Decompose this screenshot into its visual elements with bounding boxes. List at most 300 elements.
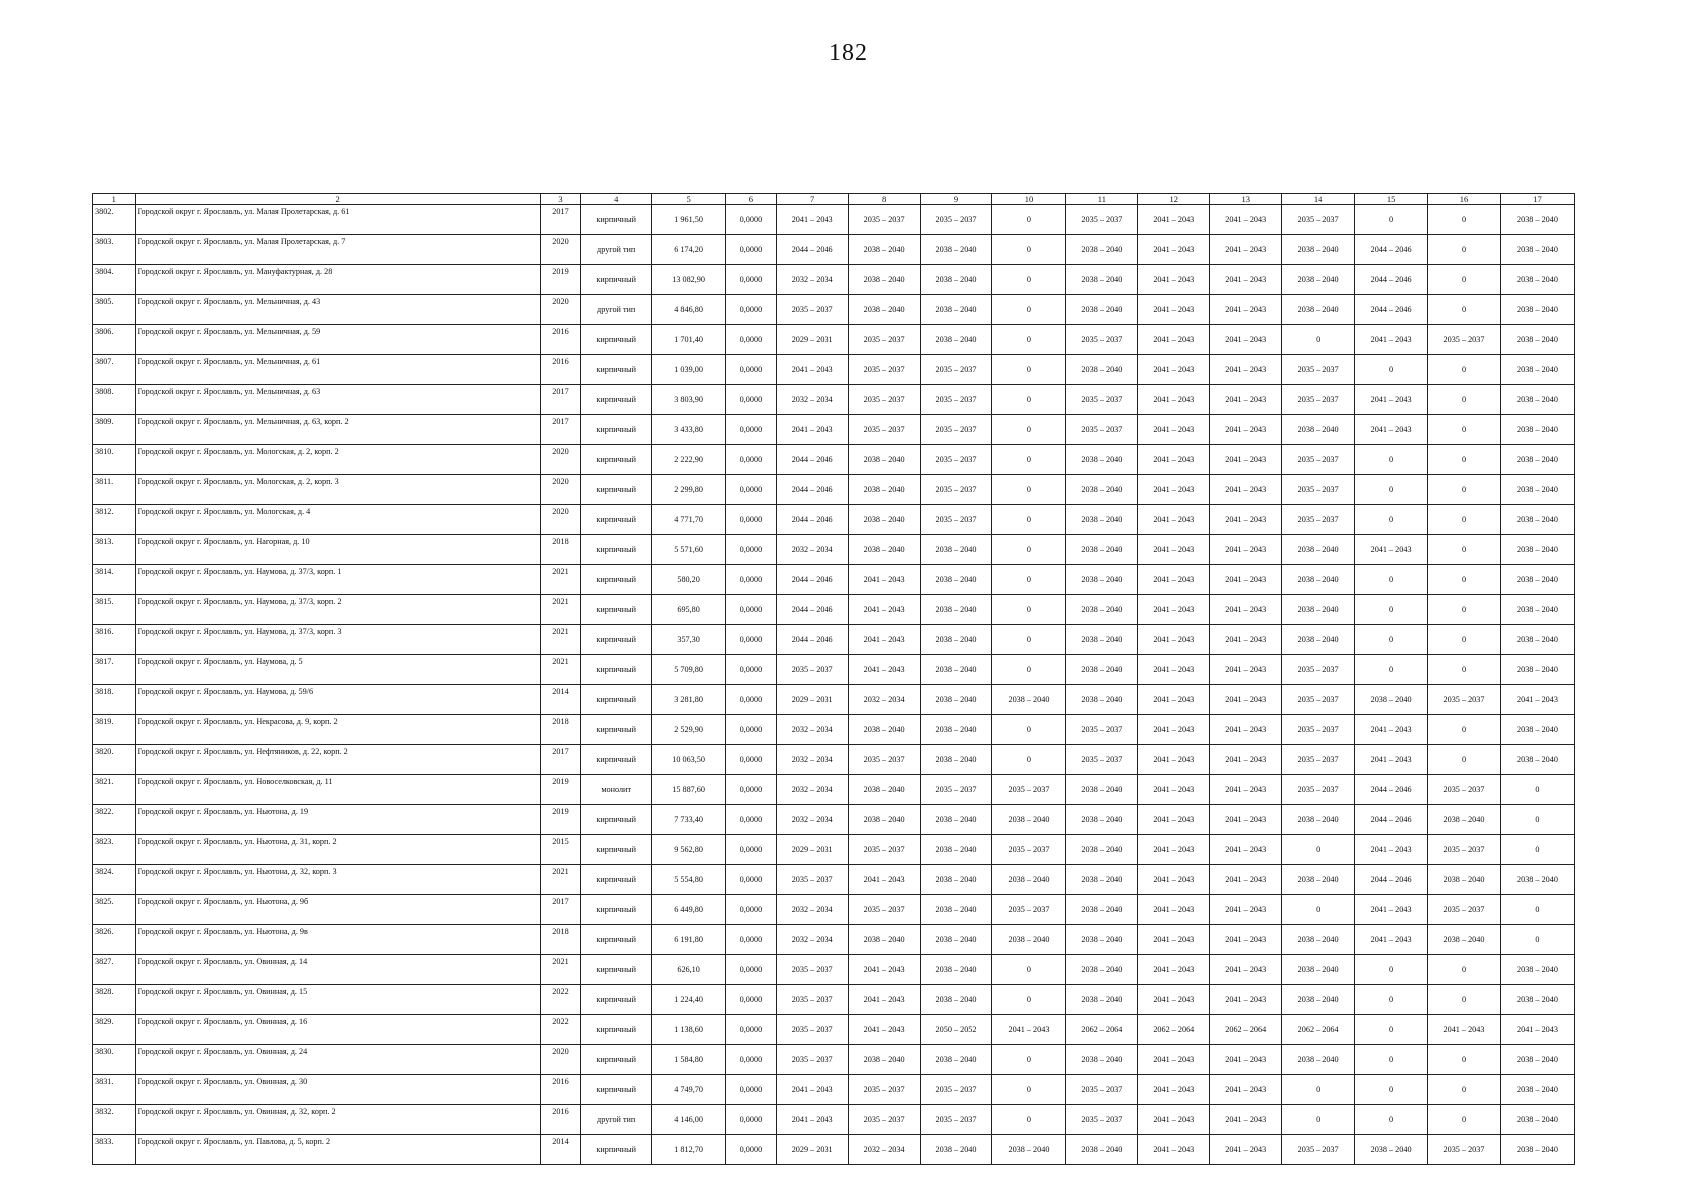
table-cell: 4 846,80 — [652, 295, 726, 325]
table-cell: 0 — [1355, 475, 1428, 505]
table-cell: кирпичный — [581, 1135, 652, 1165]
table-cell: 2035 – 2037 — [1066, 205, 1138, 235]
table-cell: 2038 – 2040 — [1282, 955, 1355, 985]
table-cell: 2038 – 2040 — [848, 505, 920, 535]
table-cell: 2041 – 2043 — [848, 565, 920, 595]
table-cell: 2038 – 2040 — [1500, 355, 1574, 385]
table-cell: 2035 – 2037 — [920, 415, 992, 445]
table-cell: 2035 – 2037 — [1282, 775, 1355, 805]
table-cell: 2017 — [540, 415, 581, 445]
table-cell: 2038 – 2040 — [920, 295, 992, 325]
table-row — [93, 685, 1575, 715]
column-number-row — [93, 194, 1575, 205]
table-cell: 2035 – 2037 — [776, 865, 848, 895]
table-cell: 0 — [1355, 445, 1428, 475]
table-cell: 0 — [1355, 985, 1428, 1015]
table-cell: 2035 – 2037 — [1282, 475, 1355, 505]
table-cell: 0 — [1428, 625, 1501, 655]
table-cell: 2038 – 2040 — [1500, 1135, 1574, 1165]
table-cell: 2038 – 2040 — [1500, 415, 1574, 445]
table-cell: 2035 – 2037 — [1066, 1105, 1138, 1135]
table-cell: 4 771,70 — [652, 505, 726, 535]
table-cell: 2035 – 2037 — [848, 835, 920, 865]
table-cell: 0 — [1355, 1075, 1428, 1105]
table-cell: 0 — [1428, 355, 1501, 385]
table-cell: 2038 – 2040 — [1066, 505, 1138, 535]
table-cell: 2038 – 2040 — [1066, 1135, 1138, 1165]
table-cell: 2038 – 2040 — [1355, 685, 1428, 715]
table-cell: 2044 – 2046 — [1355, 295, 1428, 325]
table-cell: 2014 — [540, 685, 581, 715]
column-number-cell: 12 — [1138, 194, 1210, 205]
table-cell: 2038 – 2040 — [1500, 655, 1574, 685]
table-cell: 0,0000 — [726, 805, 777, 835]
table-cell: 695,80 — [652, 595, 726, 625]
table-cell: 2035 – 2037 — [920, 775, 992, 805]
table-cell: 2038 – 2040 — [848, 235, 920, 265]
table-cell: 2041 – 2043 — [1210, 985, 1282, 1015]
table-cell: Городской округ г. Ярославль, ул. Овинная, д. 32, корп. 2 — [135, 1105, 540, 1135]
table-cell: 7 733,40 — [652, 805, 726, 835]
table-cell: 2041 – 2043 — [1355, 925, 1428, 955]
table-cell: 2035 – 2037 — [920, 1075, 992, 1105]
table-cell: 3809. — [93, 415, 136, 445]
table-cell: 0 — [1282, 895, 1355, 925]
table-cell: Городской округ г. Ярославль, ул. Мельничная, д. 61 — [135, 355, 540, 385]
table-cell: 2020 — [540, 475, 581, 505]
table-cell: 2032 – 2034 — [776, 535, 848, 565]
table-cell: 0 — [1428, 295, 1501, 325]
table-cell: 2035 – 2037 — [848, 1075, 920, 1105]
column-number-cell: 4 — [581, 194, 652, 205]
table-row — [93, 745, 1575, 775]
column-number-cell: 14 — [1282, 194, 1355, 205]
table-cell: кирпичный — [581, 325, 652, 355]
table-cell: 2038 – 2040 — [1282, 295, 1355, 325]
table-cell: 3808. — [93, 385, 136, 415]
table-cell: 2038 – 2040 — [1282, 265, 1355, 295]
table-cell: 0 — [1428, 535, 1501, 565]
table-cell: кирпичный — [581, 835, 652, 865]
table-cell: 2041 – 2043 — [776, 1075, 848, 1105]
table-cell: 2038 – 2040 — [1066, 565, 1138, 595]
table-cell: 2038 – 2040 — [1500, 1045, 1574, 1075]
table-cell: кирпичный — [581, 1015, 652, 1045]
table-cell: 580,20 — [652, 565, 726, 595]
table-cell: 2038 – 2040 — [1066, 835, 1138, 865]
table-cell: 2038 – 2040 — [920, 325, 992, 355]
table-cell: 2038 – 2040 — [920, 895, 992, 925]
table-cell: 2041 – 2043 — [1210, 355, 1282, 385]
table-cell: 2022 — [540, 985, 581, 1015]
table-cell: 0 — [992, 1105, 1066, 1135]
table-cell: 2038 – 2040 — [920, 715, 992, 745]
table-cell: 2038 – 2040 — [1066, 595, 1138, 625]
table-cell: 2038 – 2040 — [848, 775, 920, 805]
table-cell: 2035 – 2037 — [1428, 1135, 1501, 1165]
table-cell: 0 — [1428, 1075, 1501, 1105]
table-cell: 3804. — [93, 265, 136, 295]
table-cell: Городской округ г. Ярославль, ул. Овинная, д. 30 — [135, 1075, 540, 1105]
table-row — [93, 595, 1575, 625]
table-cell: 2019 — [540, 775, 581, 805]
table-cell: 2038 – 2040 — [1500, 595, 1574, 625]
table-cell: 2035 – 2037 — [1282, 715, 1355, 745]
table-cell: 2038 – 2040 — [992, 685, 1066, 715]
table-cell: 2062 – 2064 — [1138, 1015, 1210, 1045]
table-cell: 2035 – 2037 — [776, 295, 848, 325]
table-cell: 2035 – 2037 — [920, 355, 992, 385]
table-cell: 2035 – 2037 — [848, 385, 920, 415]
table-cell: 0 — [1428, 265, 1501, 295]
column-number-cell: 10 — [992, 194, 1066, 205]
table-cell: 2041 – 2043 — [1355, 745, 1428, 775]
table-cell: 626,10 — [652, 955, 726, 985]
table-cell: 2041 – 2043 — [1210, 415, 1282, 445]
table-cell: 3826. — [93, 925, 136, 955]
table-cell: 2041 – 2043 — [1210, 535, 1282, 565]
table-cell: 2038 – 2040 — [1500, 445, 1574, 475]
table-cell: 2041 – 2043 — [1210, 835, 1282, 865]
table-cell: кирпичный — [581, 955, 652, 985]
table-cell: 0,0000 — [726, 1015, 777, 1045]
table-cell: 2020 — [540, 1045, 581, 1075]
table-cell: кирпичный — [581, 505, 652, 535]
table-cell: 2041 – 2043 — [1210, 655, 1282, 685]
table-cell: Городской округ г. Ярославль, ул. Мельничная, д. 63, корп. 2 — [135, 415, 540, 445]
table-cell: 2041 – 2043 — [1210, 895, 1282, 925]
table-cell: 0 — [1428, 655, 1501, 685]
table-cell: 2038 – 2040 — [1282, 925, 1355, 955]
table-cell: 2038 – 2040 — [1428, 865, 1501, 895]
table-cell: 2035 – 2037 — [920, 1105, 992, 1135]
table-cell: 2038 – 2040 — [1500, 1075, 1574, 1105]
table-cell: 0 — [1355, 595, 1428, 625]
column-number-cell: 8 — [848, 194, 920, 205]
table-cell: 0 — [1428, 955, 1501, 985]
table-cell: Городской округ г. Ярославль, ул. Мануфактурная, д. 28 — [135, 265, 540, 295]
table-cell: 0,0000 — [726, 1135, 777, 1165]
table-cell: 2038 – 2040 — [920, 535, 992, 565]
table-cell: 2035 – 2037 — [848, 1105, 920, 1135]
table-cell: 2038 – 2040 — [848, 1045, 920, 1075]
table-cell: 2038 – 2040 — [1282, 415, 1355, 445]
table-cell: 2035 – 2037 — [1066, 1075, 1138, 1105]
table-cell: кирпичный — [581, 985, 652, 1015]
table-row — [93, 505, 1575, 535]
table-cell: 2032 – 2034 — [776, 805, 848, 835]
table-cell: 0 — [1500, 895, 1574, 925]
table-cell: Городской округ г. Ярославль, ул. Нефтяников, д. 22, корп. 2 — [135, 745, 540, 775]
table-cell: 2016 — [540, 355, 581, 385]
table-cell: 2038 – 2040 — [1500, 745, 1574, 775]
table-cell: 2021 — [540, 955, 581, 985]
table-cell: 2035 – 2037 — [1428, 775, 1501, 805]
table-cell: 2041 – 2043 — [1355, 415, 1428, 445]
table-cell: 2038 – 2040 — [1282, 535, 1355, 565]
table-cell: 2035 – 2037 — [776, 955, 848, 985]
table-cell: 2038 – 2040 — [992, 925, 1066, 955]
table-cell: 2044 – 2046 — [776, 445, 848, 475]
table-cell: 0,0000 — [726, 325, 777, 355]
table-cell: 0 — [1355, 1105, 1428, 1135]
table-cell: Городской округ г. Ярославль, ул. Мологская, д. 2, корп. 2 — [135, 445, 540, 475]
table-cell: 2038 – 2040 — [920, 835, 992, 865]
table-cell: 2035 – 2037 — [1428, 895, 1501, 925]
table-cell: 2035 – 2037 — [1428, 325, 1501, 355]
table-cell: 0 — [1282, 325, 1355, 355]
table-cell: кирпичный — [581, 445, 652, 475]
table-cell: 2050 – 2052 — [920, 1015, 992, 1045]
table-cell: 2038 – 2040 — [1355, 1135, 1428, 1165]
table-cell: Городской округ г. Ярославль, ул. Новоселковская, д. 11 — [135, 775, 540, 805]
table-cell: 0 — [1428, 205, 1501, 235]
table-cell: 3806. — [93, 325, 136, 355]
table-cell: 0 — [992, 415, 1066, 445]
column-number-cell: 16 — [1428, 194, 1501, 205]
table-cell: 2041 – 2043 — [1355, 715, 1428, 745]
table-row — [93, 295, 1575, 325]
table-cell: 2041 – 2043 — [1138, 565, 1210, 595]
table-cell: 0 — [1282, 1105, 1355, 1135]
table-cell: 0 — [1355, 205, 1428, 235]
table-cell: 0 — [1428, 1105, 1501, 1135]
table-cell: 2038 – 2040 — [1066, 655, 1138, 685]
table-row — [93, 325, 1575, 355]
table-cell: 2017 — [540, 745, 581, 775]
table-cell: 1 812,70 — [652, 1135, 726, 1165]
table-row — [93, 985, 1575, 1015]
table-cell: 2015 — [540, 835, 581, 865]
table-row — [93, 565, 1575, 595]
table-cell: 2041 – 2043 — [1138, 685, 1210, 715]
table-cell: 0,0000 — [726, 475, 777, 505]
table-cell: 2041 – 2043 — [1210, 595, 1282, 625]
table-cell: 2041 – 2043 — [1210, 1075, 1282, 1105]
table-cell: 2032 – 2034 — [776, 265, 848, 295]
table-cell: 2038 – 2040 — [1500, 535, 1574, 565]
table-cell: 2038 – 2040 — [920, 235, 992, 265]
table-cell: 0,0000 — [726, 865, 777, 895]
table-cell: 2038 – 2040 — [1500, 1105, 1574, 1135]
table-cell: 2041 – 2043 — [1210, 745, 1282, 775]
table-cell: 2041 – 2043 — [1138, 535, 1210, 565]
table-cell: 2038 – 2040 — [920, 1135, 992, 1165]
table-cell: 2038 – 2040 — [848, 535, 920, 565]
table-cell: 2038 – 2040 — [920, 955, 992, 985]
column-number-cell: 15 — [1355, 194, 1428, 205]
table-cell: 3819. — [93, 715, 136, 745]
table-cell: 3817. — [93, 655, 136, 685]
table-cell: 2019 — [540, 265, 581, 295]
table-cell: 2041 – 2043 — [1138, 745, 1210, 775]
table-cell: Городской округ г. Ярославль, ул. Ньютона, д. 31, корп. 2 — [135, 835, 540, 865]
table-cell: 3828. — [93, 985, 136, 1015]
table-cell: 0,0000 — [726, 1075, 777, 1105]
column-number-cell: 1 — [93, 194, 136, 205]
table-cell: Городской округ г. Ярославль, ул. Наумова, д. 37/3, корп. 3 — [135, 625, 540, 655]
table-row — [93, 1015, 1575, 1045]
table-row — [93, 415, 1575, 445]
table-cell: 2038 – 2040 — [1282, 805, 1355, 835]
table-row — [93, 385, 1575, 415]
table-cell: 2035 – 2037 — [1066, 385, 1138, 415]
table-cell: 2038 – 2040 — [1066, 475, 1138, 505]
table-cell: кирпичный — [581, 685, 652, 715]
table-cell: 0 — [992, 445, 1066, 475]
column-number-cell: 5 — [652, 194, 726, 205]
table-cell: 0,0000 — [726, 415, 777, 445]
table-cell: 2041 – 2043 — [1210, 475, 1282, 505]
table-cell: 2041 – 2043 — [1355, 325, 1428, 355]
table-cell: кирпичный — [581, 925, 652, 955]
table-cell: 2018 — [540, 535, 581, 565]
table-cell: 0,0000 — [726, 385, 777, 415]
table-cell: 2020 — [540, 235, 581, 265]
table-cell: 9 562,80 — [652, 835, 726, 865]
table-cell: 2038 – 2040 — [1500, 865, 1574, 895]
table-cell: Городской округ г. Ярославль, ул. Мельничная, д. 63 — [135, 385, 540, 415]
table-row — [93, 205, 1575, 235]
table-cell: 2041 – 2043 — [1138, 205, 1210, 235]
table-cell: 0 — [992, 955, 1066, 985]
table-cell: Городской округ г. Ярославль, ул. Некрасова, д. 9, корп. 2 — [135, 715, 540, 745]
table-cell: 2038 – 2040 — [1066, 265, 1138, 295]
table-cell: 2041 – 2043 — [1500, 685, 1574, 715]
table-cell: 0 — [1355, 355, 1428, 385]
table-cell: 2038 – 2040 — [920, 595, 992, 625]
table-cell: 2041 – 2043 — [776, 355, 848, 385]
table-cell: 2044 – 2046 — [776, 505, 848, 535]
table-row — [93, 1045, 1575, 1075]
table-cell: 0 — [1428, 565, 1501, 595]
table-cell: кирпичный — [581, 625, 652, 655]
table-cell: 2035 – 2037 — [1282, 745, 1355, 775]
table-cell: 2041 – 2043 — [1355, 895, 1428, 925]
table-cell: 2038 – 2040 — [848, 295, 920, 325]
table-cell: 2038 – 2040 — [1428, 805, 1501, 835]
table-cell: 2038 – 2040 — [1066, 685, 1138, 715]
table-cell: 2041 – 2043 — [1138, 1075, 1210, 1105]
table-cell: 2041 – 2043 — [1210, 925, 1282, 955]
table-cell: 2032 – 2034 — [848, 685, 920, 715]
table-cell: 2035 – 2037 — [1282, 1135, 1355, 1165]
table-cell: 0 — [992, 655, 1066, 685]
table-cell: 2041 – 2043 — [1138, 805, 1210, 835]
table-cell: Городской округ г. Ярославль, ул. Малая Пролетарская, д. 61 — [135, 205, 540, 235]
table-cell: 0 — [1428, 595, 1501, 625]
table-cell: 2035 – 2037 — [848, 325, 920, 355]
table-cell: 2032 – 2034 — [776, 745, 848, 775]
table-cell: 2041 – 2043 — [1138, 385, 1210, 415]
table-cell: 0 — [992, 1045, 1066, 1075]
table-cell: кирпичный — [581, 715, 652, 745]
table-cell: 2038 – 2040 — [848, 445, 920, 475]
table-cell: 2041 – 2043 — [1210, 865, 1282, 895]
table-cell: Городской округ г. Ярославль, ул. Наумова, д. 37/3, корп. 2 — [135, 595, 540, 625]
table-cell: 0,0000 — [726, 985, 777, 1015]
table-cell: 0 — [1355, 565, 1428, 595]
table-cell: 2041 – 2043 — [1210, 1135, 1282, 1165]
table-cell: 2035 – 2037 — [1282, 505, 1355, 535]
table-cell: 2041 – 2043 — [848, 595, 920, 625]
table-cell: кирпичный — [581, 595, 652, 625]
table-cell: 2035 – 2037 — [1428, 835, 1501, 865]
table-cell: 2016 — [540, 1105, 581, 1135]
table-cell: 2038 – 2040 — [920, 655, 992, 685]
table-cell: 3824. — [93, 865, 136, 895]
table-cell: 2029 – 2031 — [776, 835, 848, 865]
table-cell: Городской округ г. Ярославль, ул. Мельничная, д. 43 — [135, 295, 540, 325]
table-cell: 0 — [1428, 475, 1501, 505]
table-cell: 2041 – 2043 — [776, 415, 848, 445]
table-cell: 2020 — [540, 295, 581, 325]
table-cell: 0,0000 — [726, 655, 777, 685]
table-cell: 2035 – 2037 — [920, 205, 992, 235]
table-cell: 0 — [1428, 385, 1501, 415]
table-cell: Городской округ г. Ярославль, ул. Малая Пролетарская, д. 7 — [135, 235, 540, 265]
table-cell: 2041 – 2043 — [1355, 535, 1428, 565]
table-cell: 2041 – 2043 — [992, 1015, 1066, 1045]
table-cell: 0,0000 — [726, 745, 777, 775]
table-cell: 2038 – 2040 — [992, 865, 1066, 895]
table-cell: 2041 – 2043 — [1138, 895, 1210, 925]
table-cell: 2038 – 2040 — [920, 745, 992, 775]
table-cell: 0 — [992, 625, 1066, 655]
table-cell: 3814. — [93, 565, 136, 595]
column-number-cell: 11 — [1066, 194, 1138, 205]
table-cell: 0,0000 — [726, 1105, 777, 1135]
table-cell: 0,0000 — [726, 505, 777, 535]
table-cell: 0 — [992, 1075, 1066, 1105]
table-cell: 2020 — [540, 445, 581, 475]
table-cell: 2038 – 2040 — [1500, 325, 1574, 355]
table-cell: 2041 – 2043 — [848, 865, 920, 895]
table-cell: 0 — [1428, 415, 1501, 445]
table-cell: кирпичный — [581, 565, 652, 595]
table-cell: 2041 – 2043 — [1138, 625, 1210, 655]
table-row — [93, 355, 1575, 385]
table-cell: 2041 – 2043 — [1210, 505, 1282, 535]
table-row — [93, 1075, 1575, 1105]
table-cell: 2041 – 2043 — [848, 985, 920, 1015]
table-cell: кирпичный — [581, 415, 652, 445]
table-cell: другой тип — [581, 295, 652, 325]
table-cell: 3805. — [93, 295, 136, 325]
table-cell: 2035 – 2037 — [1282, 655, 1355, 685]
table-cell: 0 — [992, 595, 1066, 625]
table-cell: 2041 – 2043 — [1138, 835, 1210, 865]
table-cell: 2038 – 2040 — [920, 625, 992, 655]
table-cell: 2035 – 2037 — [920, 445, 992, 475]
table-cell: 2035 – 2037 — [1066, 325, 1138, 355]
table-cell: 2035 – 2037 — [848, 895, 920, 925]
table-cell: 2041 – 2043 — [1138, 595, 1210, 625]
table-cell: 2038 – 2040 — [1066, 925, 1138, 955]
table-cell: 0 — [1428, 715, 1501, 745]
column-number-cell: 3 — [540, 194, 581, 205]
table-row — [93, 895, 1575, 925]
table-cell: 2038 – 2040 — [1500, 385, 1574, 415]
table-cell: 2038 – 2040 — [848, 805, 920, 835]
table-cell: 2038 – 2040 — [1500, 505, 1574, 535]
table-cell: кирпичный — [581, 1045, 652, 1075]
table-cell: 2041 – 2043 — [1138, 415, 1210, 445]
table-cell: 5 709,80 — [652, 655, 726, 685]
table-cell: 0,0000 — [726, 265, 777, 295]
table-cell: 1 701,40 — [652, 325, 726, 355]
table-cell: 0 — [1428, 445, 1501, 475]
